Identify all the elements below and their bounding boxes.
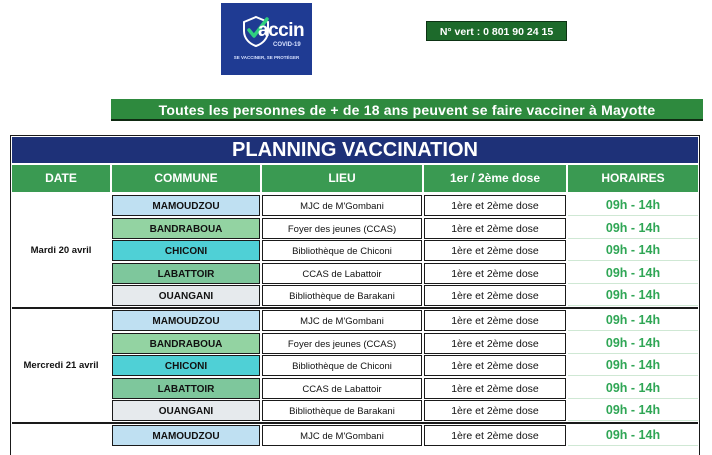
lieu-cell: Foyer des jeunes (CCAS) <box>262 333 422 354</box>
date-cell <box>12 309 110 422</box>
green-number-box: N° vert : 0 801 90 24 15 <box>426 21 567 41</box>
dose-cell: 1ère et 2ème dose <box>424 425 566 446</box>
hours-cell: 09h - 14h <box>568 240 698 261</box>
lieu-cell: Bibliothèque de Barakani <box>262 285 422 306</box>
commune-cell: LABATTOIR <box>112 378 260 399</box>
commune-cell: OUANGANI <box>112 400 260 421</box>
column-header: COMMUNE <box>112 165 260 192</box>
dose-cell: 1ère et 2ème dose <box>424 333 566 354</box>
date-label: Mardi 20 avril <box>30 245 92 256</box>
commune-cell: CHICONI <box>112 240 260 261</box>
planning-title: PLANNING VACCINATION <box>12 137 698 163</box>
eligibility-banner: Toutes les personnes de + de 18 ans peuvent se faire vacciner à Mayotte <box>111 99 703 121</box>
hours-cell: 09h - 14h <box>568 355 698 376</box>
commune-cell: MAMOUDZOU <box>112 310 260 331</box>
hours-cell: 09h - 14h <box>568 425 698 446</box>
dose-cell: 1ère et 2ème dose <box>424 263 566 284</box>
logo-tagline: SE VACCINER, SE PROTÉGER <box>233 55 300 60</box>
lieu-cell: Bibliothèque de Barakani <box>262 400 422 421</box>
hours-cell: 09h - 14h <box>568 285 698 306</box>
vaccin-logo <box>221 3 312 75</box>
logo-brand-text: accin <box>258 20 305 41</box>
hours-cell: 09h - 14h <box>568 400 698 421</box>
hours-cell: 09h - 14h <box>568 195 698 216</box>
lieu-cell: Bibliothèque de Chiconi <box>262 355 422 376</box>
commune-cell: MAMOUDZOU <box>112 195 260 216</box>
lieu-cell: MJC de M'Gombani <box>262 195 422 216</box>
logo-sub-text: COVID-19 <box>273 42 301 48</box>
lieu-cell: MJC de M'Gombani <box>262 425 422 446</box>
dose-cell: 1ère et 2ème dose <box>424 240 566 261</box>
lieu-cell: MJC de M'Gombani <box>262 310 422 331</box>
commune-cell: MAMOUDZOU <box>112 425 260 446</box>
commune-cell: BANDRABOUA <box>112 333 260 354</box>
dose-cell: 1ère et 2ème dose <box>424 355 566 376</box>
hours-cell: 09h - 14h <box>568 310 698 331</box>
lieu-cell: CCAS de Labattoir <box>262 263 422 284</box>
hours-cell: 09h - 14h <box>568 333 698 354</box>
dose-cell: 1ère et 2ème dose <box>424 195 566 216</box>
hours-cell: 09h - 14h <box>568 218 698 239</box>
dose-cell: 1ère et 2ème dose <box>424 310 566 331</box>
commune-cell: LABATTOIR <box>112 263 260 284</box>
hours-cell: 09h - 14h <box>568 378 698 399</box>
column-header: DATE <box>12 165 110 192</box>
date-cell <box>12 194 110 307</box>
lieu-cell: Bibliothèque de Chiconi <box>262 240 422 261</box>
column-header: HORAIRES <box>568 165 698 192</box>
date-label: Mercredi 21 avril <box>23 360 99 371</box>
day-separator <box>12 422 698 424</box>
column-header: 1er / 2ème dose <box>424 165 566 192</box>
hours-cell: 09h - 14h <box>568 263 698 284</box>
column-header: LIEU <box>262 165 422 192</box>
dose-cell: 1ère et 2ème dose <box>424 218 566 239</box>
dose-cell: 1ère et 2ème dose <box>424 285 566 306</box>
commune-cell: OUANGANI <box>112 285 260 306</box>
dose-cell: 1ère et 2ème dose <box>424 378 566 399</box>
day-separator <box>12 307 698 309</box>
lieu-cell: Foyer des jeunes (CCAS) <box>262 218 422 239</box>
commune-cell: BANDRABOUA <box>112 218 260 239</box>
commune-cell: CHICONI <box>112 355 260 376</box>
lieu-cell: CCAS de Labattoir <box>262 378 422 399</box>
dose-cell: 1ère et 2ème dose <box>424 400 566 421</box>
